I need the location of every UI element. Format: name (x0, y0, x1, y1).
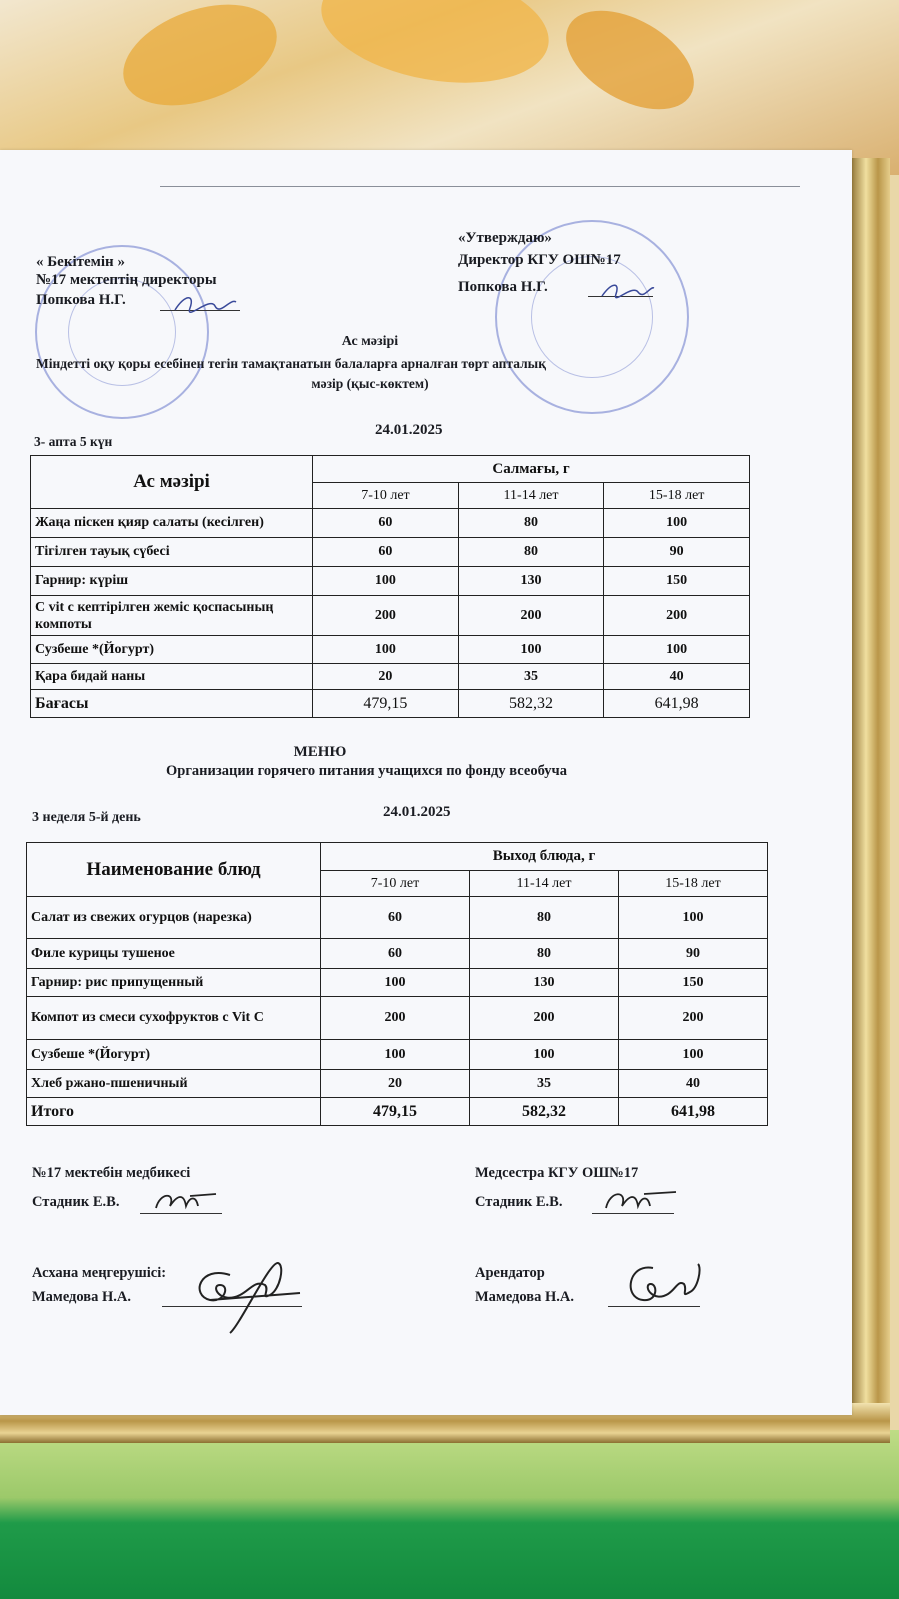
flower-petal (312, 0, 558, 99)
portion-value: 40 (619, 1070, 768, 1098)
dish-name: Қара бидай наны (31, 664, 313, 690)
total-label: Бағасы (31, 690, 313, 718)
ru-date: 24.01.2025 (383, 804, 451, 820)
signature-scribble (618, 1258, 708, 1318)
table-row (27, 969, 768, 997)
table-row (27, 1040, 768, 1070)
portion-value: 100 (604, 636, 750, 664)
canteen-ru-name: Мамедова Н.А. (475, 1289, 574, 1305)
dish-name: Тігілген тауық сүбесі (31, 538, 313, 567)
dish-name: Сузбеше *(Йогурт) (27, 1040, 321, 1070)
table-row (31, 596, 750, 636)
portion-value: 60 (321, 939, 470, 969)
portion-value: 20 (321, 1070, 470, 1098)
canteen-ru-role: Арендатор (475, 1265, 545, 1281)
total-row (27, 1098, 768, 1126)
portion-value: 130 (470, 969, 619, 997)
portion-value: 100 (458, 636, 604, 664)
portion-value: 130 (458, 567, 604, 596)
wall-background-bottom (0, 1430, 899, 1599)
kz-menu-table (30, 455, 750, 718)
table-row (31, 664, 750, 690)
signature-scribble (150, 1188, 220, 1214)
table-row (27, 1070, 768, 1098)
ru-title: МЕНЮ (293, 744, 347, 760)
kz-col-group: Салмағы, г (313, 456, 750, 483)
flower-petal (109, 0, 290, 125)
portion-value: 200 (458, 596, 604, 636)
signature-scribble (170, 1255, 310, 1335)
table-row (27, 997, 768, 1040)
dish-name: Гарнир: рис припущенный (27, 969, 321, 997)
dish-name: Компот из смеси сухофруктов с Vit C (27, 997, 321, 1040)
portion-value: 80 (458, 509, 604, 538)
ru-age-header: 15-18 лет (619, 871, 768, 897)
portion-value: 100 (619, 897, 768, 939)
portion-value: 150 (619, 969, 768, 997)
kz-age-header: 15-18 лет (604, 483, 750, 509)
signature-scribble (170, 292, 240, 316)
portion-value: 200 (604, 596, 750, 636)
portion-value: 40 (604, 664, 750, 690)
portion-value: 100 (321, 1040, 470, 1070)
kz-subtitle-2: мәзір (қыс-көктем) (311, 376, 429, 391)
portion-value: 200 (313, 596, 459, 636)
canteen-kz-role: Асхана меңгерушісі: (32, 1265, 167, 1281)
signature-scribble (598, 280, 658, 302)
table-row (31, 509, 750, 538)
approval-left-title: « Бекітемін » (36, 254, 125, 270)
ru-menu-table (26, 842, 768, 1126)
table-row (31, 538, 750, 567)
kz-subtitle: Міндетті оқу қоры есебінен тегін тамақтанатын балаларға арналған төрт апталық (36, 356, 546, 371)
ru-col-main: Наименование блюд (27, 843, 321, 897)
approval-left-line2: Попкова Н.Г. (36, 292, 126, 308)
dish-name: Хлеб ржано-пшеничный (27, 1070, 321, 1098)
portion-value: 100 (321, 969, 470, 997)
ru-col-group: Выход блюда, г (321, 843, 768, 871)
portion-value: 80 (470, 897, 619, 939)
kz-col-main: Ас мәзірі (31, 456, 313, 509)
portion-value: 35 (458, 664, 604, 690)
kz-title: Ас мәзірі (341, 334, 399, 349)
portion-value: 60 (321, 897, 470, 939)
dish-name: Сузбеше *(Йогурт) (31, 636, 313, 664)
total-label: Итого (27, 1098, 321, 1126)
portion-value: 90 (619, 939, 768, 969)
nurse-kz-name: Стадник Е.В. (32, 1194, 120, 1210)
kz-week: 3- апта 5 күн (34, 434, 113, 449)
portion-value: 60 (313, 538, 459, 567)
header-rule (160, 186, 800, 187)
total-value: 582,32 (458, 690, 604, 718)
dish-name: Салат из свежих огурцов (нарезка) (27, 897, 321, 939)
portion-value: 200 (321, 997, 470, 1040)
approval-left-line1: №17 мектептің директоры (36, 272, 217, 288)
dish-name: Жаңа піскен қияр салаты (кесілген) (31, 509, 313, 538)
flower-petal (549, 0, 710, 130)
portion-value: 150 (604, 567, 750, 596)
dish-name: Гарнир: күріш (31, 567, 313, 596)
canteen-kz-name: Мамедова Н.А. (32, 1289, 131, 1305)
portion-value: 100 (313, 636, 459, 664)
ru-age-header: 7-10 лет (321, 871, 470, 897)
signature-scribble (600, 1186, 680, 1214)
portion-value: 80 (458, 538, 604, 567)
portion-value: 100 (619, 1040, 768, 1070)
kz-date: 24.01.2025 (375, 422, 443, 438)
nurse-ru-name: Стадник Е.В. (475, 1194, 563, 1210)
total-value: 641,98 (604, 690, 750, 718)
table-row (31, 567, 750, 596)
portion-value: 60 (313, 509, 459, 538)
portion-value: 35 (470, 1070, 619, 1098)
approval-right-line1: Директор КГУ ОШ№17 (458, 252, 621, 268)
portion-value: 200 (619, 997, 768, 1040)
portion-value: 20 (313, 664, 459, 690)
portion-value: 80 (470, 939, 619, 969)
portion-value: 100 (470, 1040, 619, 1070)
total-row (31, 690, 750, 718)
dish-name: Филе курицы тушеное (27, 939, 321, 969)
total-value: 479,15 (313, 690, 459, 718)
total-value: 479,15 (321, 1098, 470, 1126)
nurse-kz-role: №17 мектебін медбикесі (32, 1165, 191, 1181)
portion-value: 90 (604, 538, 750, 567)
ru-week: 3 неделя 5-й день (32, 810, 141, 825)
table-row (27, 939, 768, 969)
kz-age-header: 7-10 лет (313, 483, 459, 509)
approval-right-title: «Утверждаю» (458, 230, 552, 246)
kz-age-header: 11-14 лет (458, 483, 604, 509)
table-row (31, 636, 750, 664)
approval-right-line2: Попкова Н.Г. (458, 279, 548, 295)
portion-value: 200 (470, 997, 619, 1040)
dish-name: С vit с кептірілген жеміс қоспасының компоты (31, 596, 313, 636)
ru-age-header: 11-14 лет (470, 871, 619, 897)
portion-value: 100 (604, 509, 750, 538)
wall-background (0, 0, 899, 175)
portion-value: 100 (313, 567, 459, 596)
total-value: 641,98 (619, 1098, 768, 1126)
ru-subtitle: Организации горячего питания учащихся по фонду всеобуча (166, 763, 567, 779)
total-value: 582,32 (470, 1098, 619, 1126)
table-row (27, 897, 768, 939)
nurse-ru-role: Медсестра КГУ ОШ№17 (475, 1165, 639, 1181)
